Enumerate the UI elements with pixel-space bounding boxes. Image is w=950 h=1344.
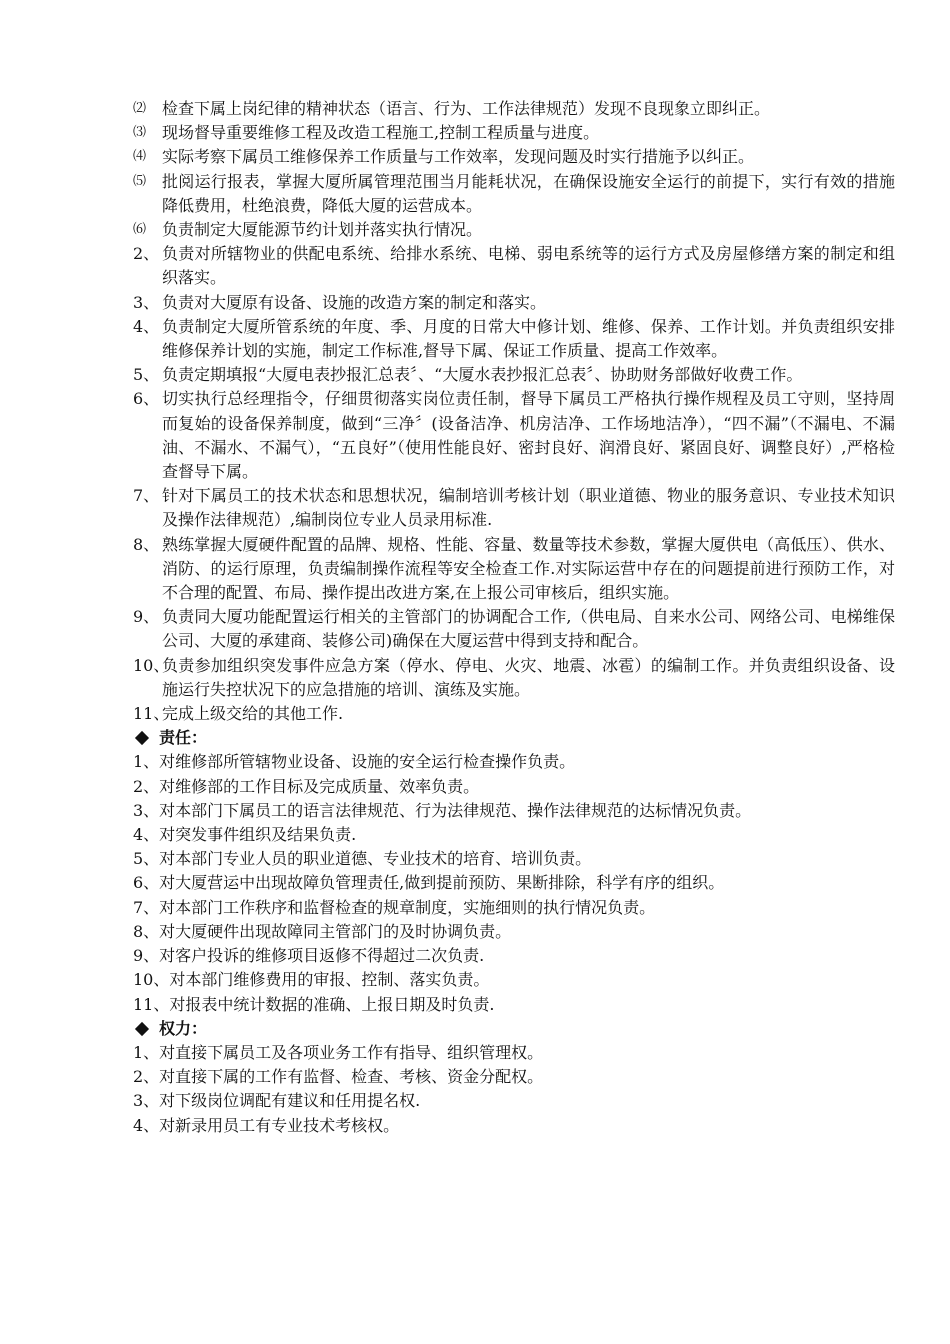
item-number: 7、 — [133, 486, 160, 506]
list-item-text: 针对下属员工的技术状态和思想状况，编制培训考核计划（职业道德、物业的服务意识、专业技术知识及操作法律规范）,编制岗位专业人员录用标准. — [162, 486, 895, 530]
list-item-text: 11、对报表中统计数据的准确、上报日期及时负责. — [133, 994, 495, 1014]
list-item — [133, 702, 895, 726]
diamond-bullet-icon — [135, 731, 149, 745]
section-title: 责任： — [159, 728, 208, 748]
sub-list-item — [133, 218, 895, 242]
list-item — [133, 871, 895, 895]
list-item — [133, 291, 895, 315]
sub-list-item — [133, 121, 895, 145]
list-item — [133, 920, 895, 944]
list-item — [133, 968, 895, 992]
list-item — [133, 944, 895, 968]
list-item — [133, 242, 895, 290]
list-item-text: 10、对本部门维修费用的审报、控制、落实负责。 — [133, 970, 490, 990]
list-item — [133, 1041, 895, 1065]
document-body — [133, 97, 895, 1138]
list-item — [133, 1065, 895, 1089]
list-item — [133, 605, 895, 653]
item-number: ⑸ — [133, 173, 147, 189]
list-item — [133, 484, 895, 532]
list-item-text: 3、对下级岗位调配有建议和任用提名权. — [133, 1091, 421, 1111]
item-number: 10、 — [133, 655, 170, 675]
list-item — [133, 363, 895, 387]
section-heading — [133, 726, 895, 750]
list-item-text: 5、对本部门专业人员的职业道德、专业技术的培育、培训负责。 — [133, 849, 592, 869]
sub-list-item — [133, 170, 895, 218]
list-item-text: 8、对大厦硬件出现故障同主管部门的及时协调负责。 — [133, 921, 512, 941]
item-number: 5、 — [133, 365, 160, 385]
list-item-text: 4、对突发事件组织及结果负责. — [133, 825, 357, 845]
item-number: 8、 — [133, 534, 160, 554]
list-item-text: 9、对客户投诉的维修项目返修不得超过二次负责. — [133, 946, 485, 966]
list-item — [133, 654, 895, 702]
list-item-text: 现场督导重要维修工程及改造工程施工,控制工程质量与进度。 — [162, 123, 600, 143]
list-item-text: 切实执行总经理指令，仔细贯彻落实岗位责任制，督导下属员工严格执行操作规程及员工守则，坚持周而复始的设备保养制度，做到“三净〞(设备洁净、机房洁净、工作场地洁净），“四不漏”（不漏电、不漏油、不漏水、不漏气），“五良好”（使用性能良好、密封良好、润滑良好、紧固良好、调整良好）,严格检查督导下属。 — [162, 389, 895, 482]
list-item-text: 负责定期填报“大厦电表抄报汇总表〞、“大厦水表抄报汇总表〞、协助财务部做好收费工作。 — [162, 365, 803, 385]
list-item-text: 实际考察下属员工维修保养工作质量与工作效率，发现问题及时实行措施予以纠正。 — [162, 147, 755, 167]
list-item-text: 负责参加组织突发事件应急方案（停水、停电、火灾、地震、冰雹）的编制工作。并负责组织设备、设施运行失控状况下的应急措施的培训、演练及实施。 — [162, 655, 895, 699]
list-item — [133, 896, 895, 920]
list-item-text: 检查下属上岗纪律的精神状态（语言、行为、工作法律规范）发现不良现象立即纠正。 — [162, 99, 771, 118]
list-item — [133, 315, 895, 363]
list-item-text: 负责对大厦原有设备、设施的改造方案的制定和落实。 — [162, 292, 547, 312]
list-item-text: 4、对新录用员工有专业技术考核权。 — [133, 1115, 400, 1135]
list-item-text: 完成上级交给的其他工作. — [162, 704, 344, 724]
item-number: 4、 — [133, 316, 160, 336]
list-item — [133, 823, 895, 847]
list-item-text: 负责制定大厦能源节约计划并落实执行情况。 — [162, 220, 483, 240]
item-number: ⑹ — [133, 222, 147, 238]
sub-list-item — [133, 145, 895, 169]
sub-list-item — [133, 97, 895, 121]
list-item — [133, 775, 895, 799]
list-item — [133, 799, 895, 823]
item-number: ⑷ — [133, 149, 147, 165]
list-item-text: 负责同大厦功能配置运行相关的主管部门的协调配合工作,（供电局、自来水公司、网络公司、电梯维保公司、大厦的承建商、装修公司)确保在大厦运营中得到支持和配合。 — [162, 607, 895, 651]
list-item — [133, 993, 895, 1017]
list-item — [133, 533, 895, 606]
list-item-text: 6、对大厦营运中出现故障负管理责任,做到提前预防、果断排除，科学有序的组织。 — [133, 873, 725, 893]
list-item — [133, 847, 895, 871]
diamond-bullet-icon — [135, 1022, 149, 1036]
list-item-text: 7、对本部门工作秩序和监督检查的规章制度，实施细则的执行情况负责。 — [133, 897, 656, 917]
section-title: 权力： — [159, 1018, 208, 1038]
list-item-text: 批阅运行报表，掌握大厦所属管理范围当月能耗状况，在确保设施安全运行的前提下，实行有效的措施降低费用，杜绝浪费，降低大厦的运营成本。 — [162, 171, 895, 215]
list-item-text: 负责制定大厦所管系统的年度、季、月度的日常大中修计划、维修、保养、工作计划。并负责组织安排维修保养计划的实施，制定工作标准,督导下属、保证工作质量、提高工作效率。 — [162, 316, 895, 361]
list-item-text: 3、对本部门下属员工的语言法律规范、行为法律规范、操作法律规范的达标情况负责。 — [133, 800, 752, 820]
list-item-text: 2、对维修部的工作目标及完成质量、效率负责。 — [133, 776, 480, 796]
list-item — [133, 750, 895, 774]
list-item — [133, 387, 895, 484]
list-item — [133, 1114, 895, 1138]
list-item-text: 1、对直接下属员工及各项业务工作有指导、组织管理权。 — [133, 1042, 544, 1062]
item-number: 11、 — [133, 704, 170, 724]
list-item-text: 熟练掌握大厦硬件配置的品牌、规格、性能、容量、数量等技术参数，掌握大厦供电（高低压）、供水、消防、的运行原理，负责编制操作流程等安全检查工作.对实际运营中存在的问题提前进行预防工作，对不合理的配置、布局、操作提出改进方案,在上报公司审核后，组织实施。 — [162, 534, 895, 603]
item-number: ⑶ — [133, 125, 147, 141]
list-item-text: 2、对直接下属的工作有监督、检查、考核、资金分配权。 — [133, 1067, 544, 1087]
list-item-text: 负责对所辖物业的供配电系统、给排水系统、电梯、弱电系统等的运行方式及房屋修缮方案的制定和组织落实。 — [162, 244, 895, 288]
list-item-text: 1、对维修部所管辖物业设备、设施的安全运行检查操作负责。 — [133, 752, 576, 772]
item-number: ⑵ — [133, 101, 147, 116]
list-item — [133, 1089, 895, 1113]
item-number: 3、 — [133, 292, 160, 312]
item-number: 9、 — [133, 607, 160, 627]
section-heading — [133, 1017, 895, 1041]
item-number: 2、 — [133, 244, 160, 264]
item-number: 6、 — [133, 389, 160, 409]
